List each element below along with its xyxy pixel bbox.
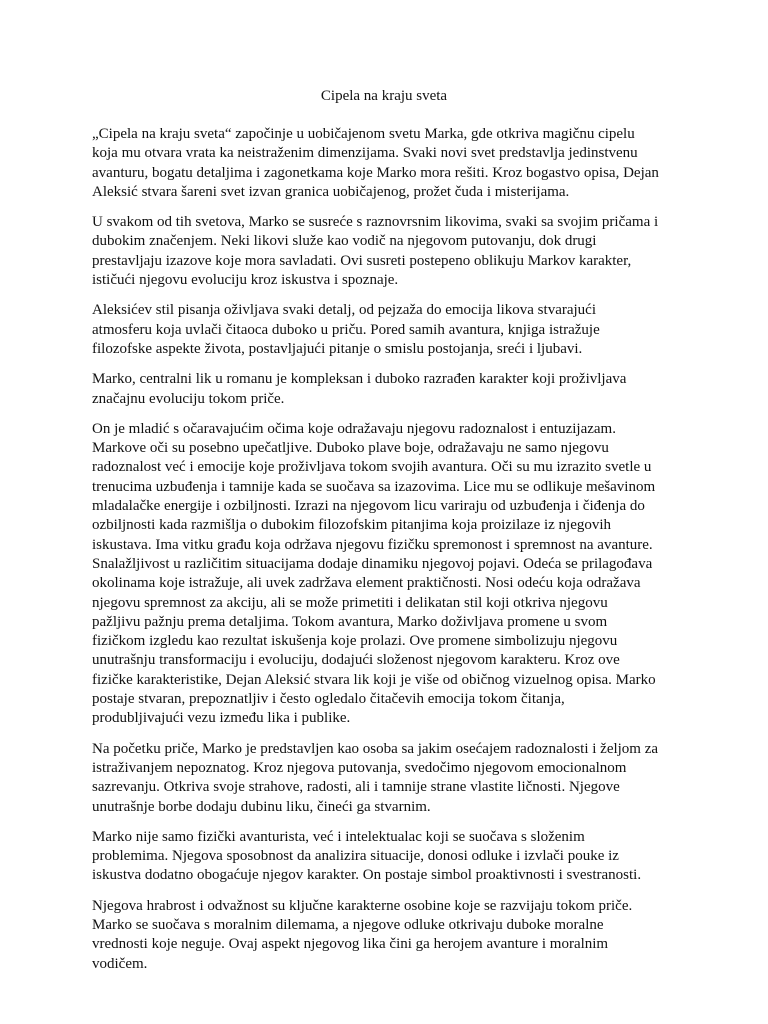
text-line: dubokim značenjem. Neki likovi služe kao vodič na njegovom putovanju, dok drugi <box>92 233 597 250</box>
text-line: avanturu, bogatu detaljima i zagonetkama koje Marko mora rešiti. Kroz bogastvo opisa, Dejan <box>92 164 659 181</box>
text-line: iskustva dodatno obogaćuje njegov karakter. On postaje simbol proaktivnosti i svestranosti. <box>92 867 642 884</box>
text-line: Aleksićev stil pisanja oživljava svaki detalj, od pejzaža do emocija likova stvarajući <box>92 302 596 319</box>
text-line: fizičke karakteristike, Dejan Aleksić stvara lik koji je više od običnog vizuelnog opisa. Marko <box>92 671 656 688</box>
text-line: Aleksić stvara šareni svet izvan granica uobičajenog, prožet čuda i misterijama. <box>92 183 570 200</box>
paragraph <box>92 740 692 817</box>
text-line: iskustava. Ima vitku građu koja održava njegovu fizičku spremonost i spremnost na avanture. <box>92 536 653 553</box>
text-line: produbljivajući vezu između lika i publike. <box>92 710 351 727</box>
text-line: problemima. Njegova sposobnost da analizira situacije, donosi odluke i izvlači pouke iz <box>92 848 619 865</box>
text-line: filozofske aspekte života, postavljajući pitanje o smislu postojanja, sreći i ljubavi. <box>92 340 583 357</box>
document-body <box>92 125 692 985</box>
text-line: vodičem. <box>92 955 148 972</box>
text-line: atmosferu koja uvlači čitaoca duboko u priču. Pored samih avantura, knjiga istražuje <box>92 321 600 338</box>
paragraph <box>92 828 692 886</box>
text-line: vrednosti koje neguje. Ovaj aspekt njegovog lika čini ga herojem avanture i moralnim <box>92 936 609 953</box>
paragraph <box>92 897 692 974</box>
document-title: Cipela na kraju sveta <box>320 88 448 104</box>
text-line: radoznalost već i emocije koje proživljava tokom svojih avantura. Oči su mu izrazito svetle u <box>92 459 652 476</box>
text-line: značajnu evoluciju tokom priče. <box>92 390 285 407</box>
text-line: ozbiljnosti kada razmišlja o dubokim filozofskim pitanjima koja proizilaze iz njegovih <box>92 517 612 534</box>
text-line: U svakom od tih svetova, Marko se susreće s raznovrsnim likovima, svaki sa svojim pričama i <box>92 214 659 231</box>
text-line: Markove oči su posebno upečatljive. Duboko plave boje, odražavaju ne samo njegovu <box>92 440 609 457</box>
text-line: prestavljaju izazove koje mora savladati. Ovi susreti postepeno oblikuju Markov karakter, <box>92 252 632 269</box>
text-line: Marko, centralni lik u romanu je kompleksan i duboko razrađen karakter koji proživljava <box>92 371 627 388</box>
text-line: sazrevanju. Otkriva svoje strahove, radosti, ali i tamnije strane vlastite ličnosti. Njegove <box>92 779 620 796</box>
text-line: „Cipela na kraju sveta“ započinje u uobičajenom svetu Marka, gde otkriva magičnu cipelu <box>92 126 635 142</box>
text-line: ističući njegovu evoluciju kroz iskustva i spoznaje. <box>92 272 399 289</box>
paragraph <box>92 125 692 202</box>
paragraph <box>92 370 692 409</box>
text-line: Na početku priče, Marko je predstavljen kao osoba sa jakim osećajem radoznalosti i željom za <box>92 740 659 757</box>
text-line: Marko se suočava s moralnim dilemama, a njegove odluke otkrivaju duboke moralne <box>92 916 604 933</box>
text-line: trenucima uzbuđenja i tamnije kada se suočava sa izazovima. Lice mu se odlikuje mešavinom <box>92 478 656 495</box>
text-line: istraživanjem nepoznatog. Kroz njegova putovanja, svedočimo njegovom emocionalnom <box>92 759 627 776</box>
text-line: postaje stvaran, prepoznatljiv i često ogledalo čitačevih emocija tokom čitanja, <box>92 691 565 708</box>
text-line: unutrašnju transformaciju i evoluciju, dodajući složenost njegovom karakteru. Kroz ove <box>92 652 620 669</box>
text-line: okolinama koje istražuje, ali uvek zadržava element praktičnosti. Nosi odeću koja odražava <box>92 575 641 592</box>
paragraph <box>92 420 692 729</box>
text-line: Marko nije samo fizički avanturista, već i intelektualac koji se suočava s složenim <box>92 828 585 845</box>
text-line: Snalažljivost u različitim situacijama dodaje dinamiku njegovoj pojavi. Odeća se prilagođava <box>92 555 653 572</box>
paragraph <box>92 213 692 290</box>
text-line: njegovu spremnost za akciju, ali se može primetiti i delikatan stil koji otkriva njegovu <box>92 594 608 611</box>
text-line: On je mladić s očaravajućim očima koje odražavaju njegovu radoznalost i entuzijazam. <box>92 420 616 437</box>
text-line: mladalačke energije i ozbiljnosti. Izrazi na njegovom licu variraju od uzbuđenja i čiđenja do <box>92 498 645 515</box>
text-line: Njegova hrabrost i odvažnost su ključne karakterne osobine koje se razvijaju tokom priče. <box>92 897 633 914</box>
text-line: koja mu otvara vrata ka neistraženim dimenzijama. Svaki novi svet predstavlja jedinstvenu <box>92 145 638 162</box>
paragraph <box>92 301 692 359</box>
text-line: fizičkom izgledu kao rezultat iskušenja koje prolazi. Ove promene simbolizuju njegovu <box>92 633 618 650</box>
text-line: pažljivu pažnju prema detaljima. Tokom avantura, Marko doživljava promene u svom <box>92 613 608 630</box>
text-line: unutrašnje borbe dodaju dubinu liku, čineći ga stvarnim. <box>92 798 431 815</box>
